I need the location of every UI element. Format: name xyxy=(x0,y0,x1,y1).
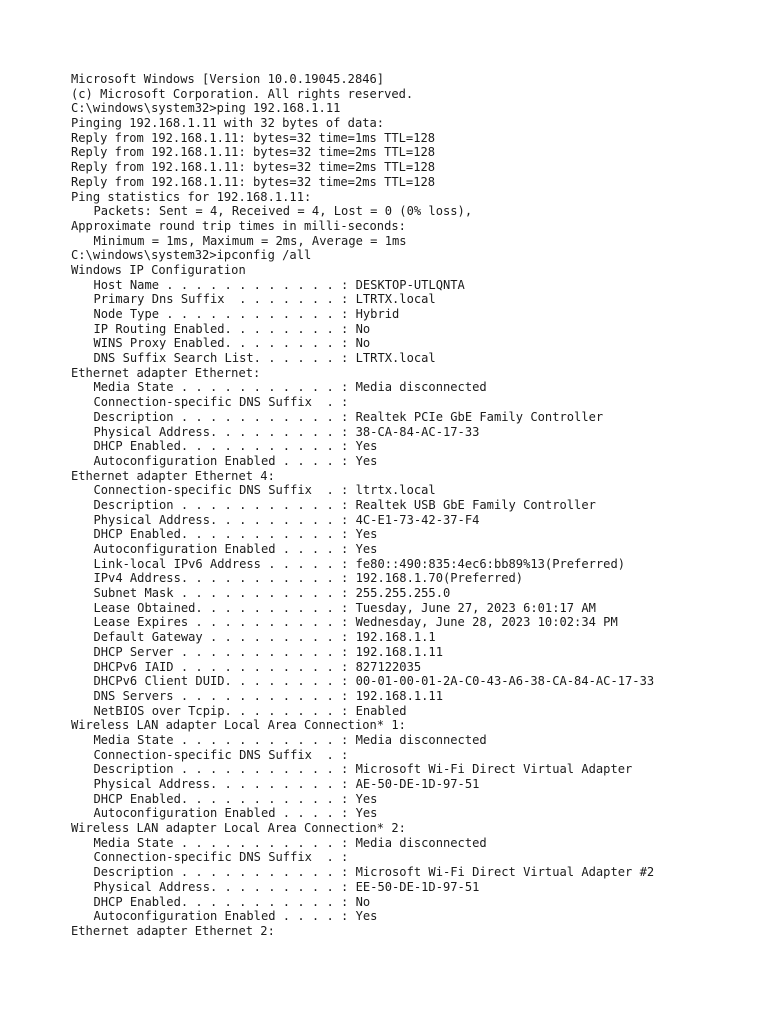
console-detail-line: DHCP Server . . . . . . . . . . . : 192.168.1.11 xyxy=(93,644,443,659)
console-detail-line: Physical Address. . . . . . . . . : 4C-E1-73-42-37-F4 xyxy=(93,512,480,527)
console-detail-line: DNS Suffix Search List. . . . . . : LTRTX.local xyxy=(93,351,436,366)
console-detail-line: Connection-specific DNS Suffix . : xyxy=(93,395,349,410)
console-line: Windows IP Configuration xyxy=(71,262,246,277)
console-detail-line: Autoconfiguration Enabled . . . . : Yes xyxy=(93,453,378,468)
console-detail-line: DHCP Enabled. . . . . . . . . . . : Yes xyxy=(93,527,378,542)
console-detail-line: DHCPv6 IAID . . . . . . . . . . . : 827122035 xyxy=(93,659,422,674)
console-detail-line: Connection-specific DNS Suffix . : xyxy=(93,850,349,865)
console-detail-line: Subnet Mask . . . . . . . . . . . : 255.255.255.0 xyxy=(93,586,451,601)
console-detail-line: Connection-specific DNS Suffix . : ltrtx.local xyxy=(93,483,436,498)
console-detail-line: Physical Address. . . . . . . . . : 38-CA-84-AC-17-33 xyxy=(93,424,480,439)
console-detail-line: Media State . . . . . . . . . . . : Media disconnected xyxy=(93,380,487,395)
console-detail-line: DNS Servers . . . . . . . . . . . : 192.168.1.11 xyxy=(93,688,443,703)
console-detail-line: Physical Address. . . . . . . . . : EE-50-DE-1D-97-51 xyxy=(93,879,480,894)
console-line: Ethernet adapter Ethernet 4: xyxy=(71,468,275,483)
console-line: Ping statistics for 192.168.1.11: xyxy=(71,189,312,204)
console-detail-line: NetBIOS over Tcpip. . . . . . . . : Enabled xyxy=(93,703,407,718)
console-detail-line: DHCP Enabled. . . . . . . . . . . : No xyxy=(93,894,371,909)
console-output xyxy=(71,72,654,939)
console-line: Reply from 192.168.1.11: bytes=32 time=2ms TTL=128 xyxy=(71,145,436,160)
console-detail-line: Description . . . . . . . . . . . : Realtek PCIe GbE Family Controller xyxy=(93,409,604,424)
console-line: Ethernet adapter Ethernet 2: xyxy=(71,923,275,938)
console-line: Approximate round trip times in milli-seconds: xyxy=(71,218,406,233)
console-detail-line: DHCP Enabled. . . . . . . . . . . : Yes xyxy=(93,791,378,806)
console-detail-line: Description . . . . . . . . . . . : Microsoft Wi-Fi Direct Virtual Adapter #2 xyxy=(93,865,655,880)
console-detail-line: Autoconfiguration Enabled . . . . : Yes xyxy=(93,542,378,556)
console-detail-line: IP Routing Enabled. . . . . . . . : No xyxy=(93,321,371,336)
console-detail-line: Lease Expires . . . . . . . . . . : Wednesday, June 28, 2023 10:02:34 PM xyxy=(93,615,618,630)
console-detail-line: Autoconfiguration Enabled . . . . : Yes xyxy=(93,806,378,821)
console-line: C:\windows\system32>ping 192.168.1.11 xyxy=(71,101,341,116)
console-detail-line: DHCP Enabled. . . . . . . . . . . : Yes xyxy=(93,439,378,454)
console-line: (c) Microsoft Corporation. All rights reserved. xyxy=(71,86,414,101)
console-line: Ethernet adapter Ethernet: xyxy=(71,365,261,380)
console-detail-line: WINS Proxy Enabled. . . . . . . . : No xyxy=(93,336,371,351)
console-detail-line: Description . . . . . . . . . . . : Realtek USB GbE Family Controller xyxy=(93,497,596,512)
console-detail-line: Link-local IPv6 Address . . . . . : fe80::490:835:4ec6:bb89%13(Preferred) xyxy=(93,556,626,571)
console-detail-line: Connection-specific DNS Suffix . : xyxy=(93,747,349,762)
console-detail-line: Packets: Sent = 4, Received = 4, Lost = 0 (0% loss), xyxy=(93,204,473,219)
console-detail-line: Autoconfiguration Enabled . . . . : Yes xyxy=(93,909,378,924)
console-line: Reply from 192.168.1.11: bytes=32 time=1ms TTL=128 xyxy=(71,130,436,145)
console-detail-line: Physical Address. . . . . . . . . : AE-50-DE-1D-97-51 xyxy=(93,777,480,791)
console-line: Pinging 192.168.1.11 with 32 bytes of data: xyxy=(71,116,385,131)
console-line: Reply from 192.168.1.11: bytes=32 time=2ms TTL=128 xyxy=(71,160,436,175)
console-detail-line: IPv4 Address. . . . . . . . . . . : 192.168.1.70(Preferred) xyxy=(93,571,524,586)
console-detail-line: Minimum = 1ms, Maximum = 2ms, Average = 1ms xyxy=(93,233,407,248)
console-line: Wireless LAN adapter Local Area Connection* 2: xyxy=(71,821,406,836)
console-detail-line: Media State . . . . . . . . . . . : Media disconnected xyxy=(93,835,487,850)
console-line: Wireless LAN adapter Local Area Connection* 1: xyxy=(71,718,406,733)
console-detail-line: Media State . . . . . . . . . . . : Media disconnected xyxy=(93,732,487,747)
console-detail-line: Node Type . . . . . . . . . . . . : Hybrid xyxy=(93,307,400,321)
console-detail-line: Description . . . . . . . . . . . : Microsoft Wi-Fi Direct Virtual Adapter xyxy=(93,762,633,777)
console-line: C:\windows\system32>ipconfig /all xyxy=(71,248,312,263)
console-line: Microsoft Windows [Version 10.0.19045.2846] xyxy=(71,72,385,86)
console-detail-line: Lease Obtained. . . . . . . . . . : Tuesday, June 27, 2023 6:01:17 AM xyxy=(93,600,596,615)
console-line: Reply from 192.168.1.11: bytes=32 time=2ms TTL=128 xyxy=(71,174,436,189)
console-detail-line: Primary Dns Suffix . . . . . . . : LTRTX.local xyxy=(93,292,436,307)
console-detail-line: DHCPv6 Client DUID. . . . . . . . : 00-01-00-01-2A-C0-43-A6-38-CA-84-AC-17-33 xyxy=(93,674,655,689)
console-detail-line: Host Name . . . . . . . . . . . . : DESKTOP-UTLQNTA xyxy=(93,277,465,292)
console-detail-line: Default Gateway . . . . . . . . . : 192.168.1.1 xyxy=(93,630,436,645)
